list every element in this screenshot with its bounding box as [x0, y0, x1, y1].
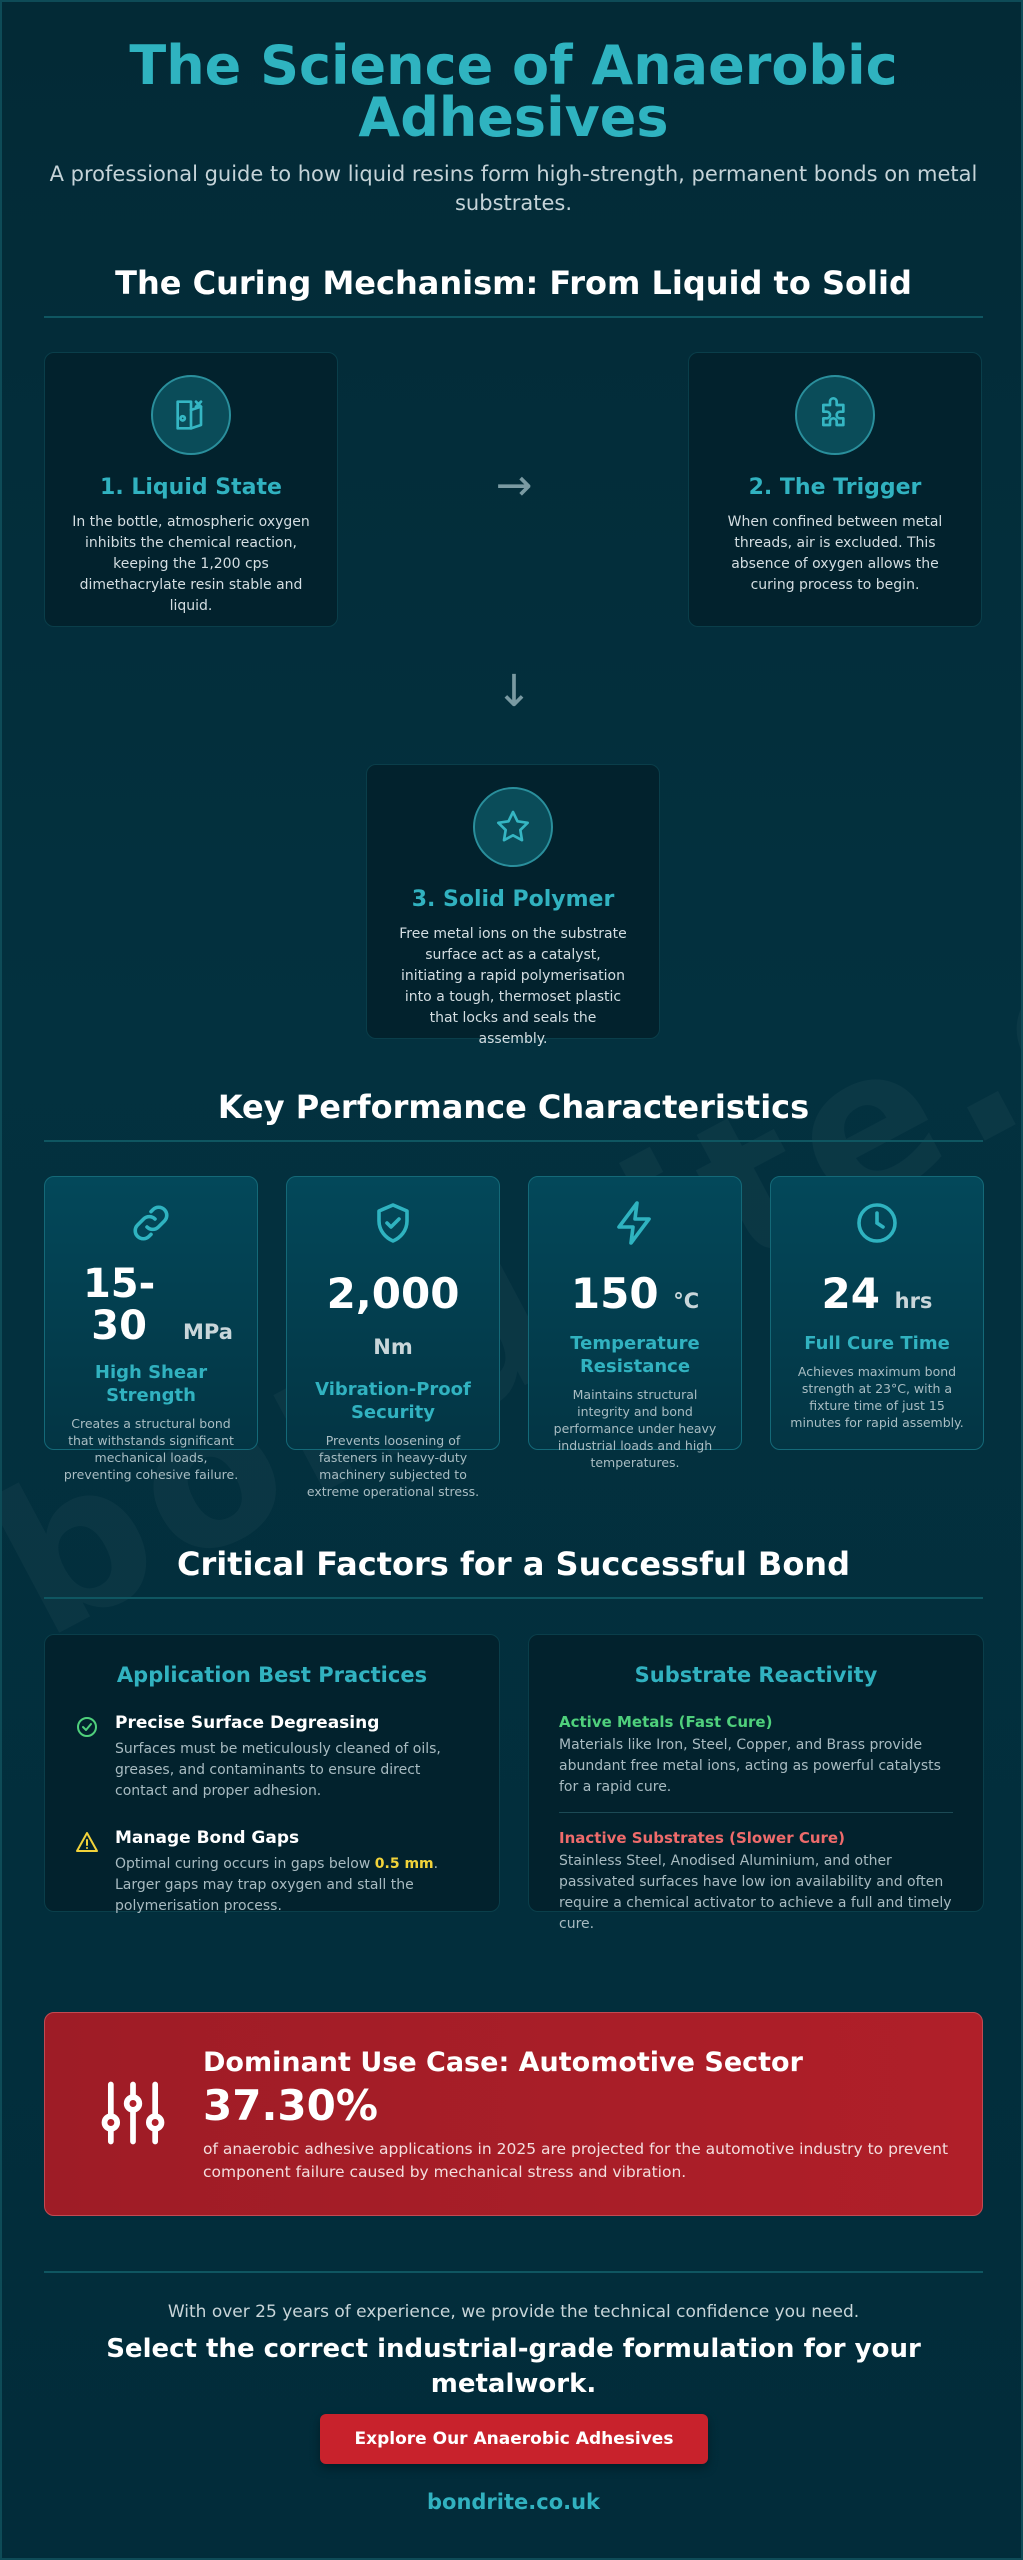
step-card-trigger — [688, 352, 982, 627]
explore-adhesives-button[interactable]: Explore Our Anaerobic Adhesives — [320, 2414, 708, 2464]
performance-section-title: Key Performance Characteristics — [217, 1088, 810, 1126]
divider — [44, 1140, 983, 1142]
usecase-value: 37.30% — [203, 2081, 378, 2130]
perf-text: Prevents loosening of fasteners in heavy-duty machinery subjected to extreme operational stress. — [306, 1433, 480, 1499]
puzzle-icon — [795, 375, 875, 455]
perf-value: 24 — [821, 1269, 880, 1318]
perf-label: Vibration-Proof Security — [315, 1379, 471, 1423]
practice-item — [75, 1828, 469, 1917]
perf-card-temperature — [528, 1176, 742, 1470]
practice-heading: Manage Bond Gaps — [115, 1828, 300, 1848]
usecase-title: Dominant Use Case: Automotive Sector — [203, 2047, 803, 2078]
step-title: 2. The Trigger — [748, 475, 922, 500]
perf-unit: Nm — [373, 1335, 413, 1359]
step-card-solid-polymer — [366, 764, 660, 1047]
practice-text — [115, 1854, 469, 1917]
usecase-banner — [44, 2012, 983, 2216]
check-circle-icon — [75, 1713, 115, 1802]
footer-experience: With over 25 years of experience, we provide the technical confidence you need. — [167, 2302, 860, 2322]
substrate-title: Substrate Reactivity — [634, 1663, 878, 1687]
perf-value: 15-30 — [82, 1261, 156, 1349]
warning-icon — [75, 1828, 115, 1917]
arrow-right-icon: → — [495, 460, 533, 511]
usecase-content — [203, 2047, 953, 2184]
active-text: Materials like Iron, Steel, Copper, and Brass provide abundant free metal ions, acting as powerful catalysts for a rapid cure. — [559, 1737, 941, 1795]
step-title: 3. Solid Polymer — [411, 887, 615, 912]
link-icon — [61, 1199, 241, 1251]
practice-text: Surfaces must be meticulously cleaned of oils, greases, and contaminants to ensure direct contact and proper adhesion. — [115, 1741, 441, 1799]
perf-value: 150 — [570, 1269, 659, 1318]
shield-check-icon — [303, 1199, 483, 1251]
perf-unit: MPa — [183, 1320, 233, 1344]
active-heading: Active Metals (Fast Cure) — [559, 1713, 773, 1731]
clock-icon — [787, 1199, 967, 1251]
perf-text: Maintains structural integrity and bond performance under heavy industrial loads and high temperatures. — [553, 1387, 717, 1470]
page-subtitle: A professional guide to how liquid resins form high-strength, permanent bonds on metal substrates. — [49, 162, 978, 215]
step-card-liquid-state — [44, 352, 338, 627]
inactive-heading: Inactive Substrates (Slower Cure) — [559, 1829, 845, 1847]
inactive-text: Stainless Steel, Anodised Aluminium, and other passivated surfaces have low ion availability and often require a chemical activator to achieve a full and timely cure. — [559, 1853, 952, 1932]
brand-link[interactable]: bondrite.co.uk — [426, 2490, 601, 2514]
step-text: Free metal ions on the substrate surface act as a catalyst, initiating a rapid polymerisation into a tough, thermoset plastic that locks and seals the assembly. — [399, 926, 627, 1047]
inactive-substrates — [559, 1829, 953, 1935]
divider — [44, 1597, 983, 1599]
step-text: When confined between metal threads, air is excluded. This absence of oxygen allows the curing process to begin. — [727, 514, 943, 593]
divider — [44, 2271, 983, 2273]
curing-section-title: The Curing Mechanism: From Liquid to Solid — [115, 264, 912, 302]
substrate-card — [528, 1634, 984, 1932]
gap-highlight: 0.5 mm — [374, 1856, 434, 1872]
practice-text-after: . Larger gaps may trap oxygen and stall the polymerisation process. — [115, 1856, 439, 1914]
step-text: In the bottle, atmospheric oxygen inhibits the chemical reaction, keeping the 1,200 cps dimethacrylate resin stable and liquid. — [72, 514, 310, 614]
perf-text: Creates a structural bond that withstands significant mechanical loads, preventing cohesive failure. — [63, 1416, 239, 1482]
lightning-icon — [545, 1199, 725, 1251]
step-title: 1. Liquid State — [100, 475, 282, 500]
perf-label: Temperature Resistance — [570, 1333, 700, 1377]
perf-card-shear-strength — [44, 1176, 258, 1482]
best-practices-card — [44, 1634, 500, 1912]
usecase-text: of anaerobic adhesive applications in 2025 are projected for the automotive industry to prevent component failure caused by mechanical stress and vibration. — [203, 2140, 949, 2181]
perf-unit: °C — [673, 1289, 700, 1313]
divider — [559, 1812, 953, 1813]
perf-label: High Shear Strength — [94, 1362, 208, 1406]
divider — [44, 316, 983, 318]
perf-unit: hrs — [894, 1289, 933, 1313]
perf-text: Achieves maximum bond strength at 23°C, with a fixture time of just 15 minutes for rapid assembly. — [790, 1364, 964, 1430]
sliders-icon — [95, 2075, 171, 2155]
liquid-state-icon — [151, 375, 231, 455]
perf-card-cure-time — [770, 1176, 984, 1450]
perf-card-vibration — [286, 1176, 500, 1499]
perf-value: 2,000 — [326, 1269, 460, 1318]
practice-heading: Precise Surface Degreasing — [115, 1713, 380, 1733]
practice-text-before: Optimal curing occurs in gaps below — [115, 1856, 375, 1872]
perf-label: Full Cure Time — [804, 1333, 950, 1354]
page-title: The Science of Anaerobic Adhesives — [129, 34, 898, 149]
practice-item — [75, 1713, 469, 1802]
footer-cta-text: Select the correct industrial-grade formulation for your metalwork. — [106, 2334, 921, 2399]
factors-section-title: Critical Factors for a Successful Bond — [177, 1545, 850, 1583]
best-practices-title: Application Best Practices — [116, 1663, 428, 1687]
star-icon — [473, 787, 553, 867]
arrow-down-icon: ↓ — [495, 666, 533, 717]
active-metals — [559, 1713, 953, 1798]
